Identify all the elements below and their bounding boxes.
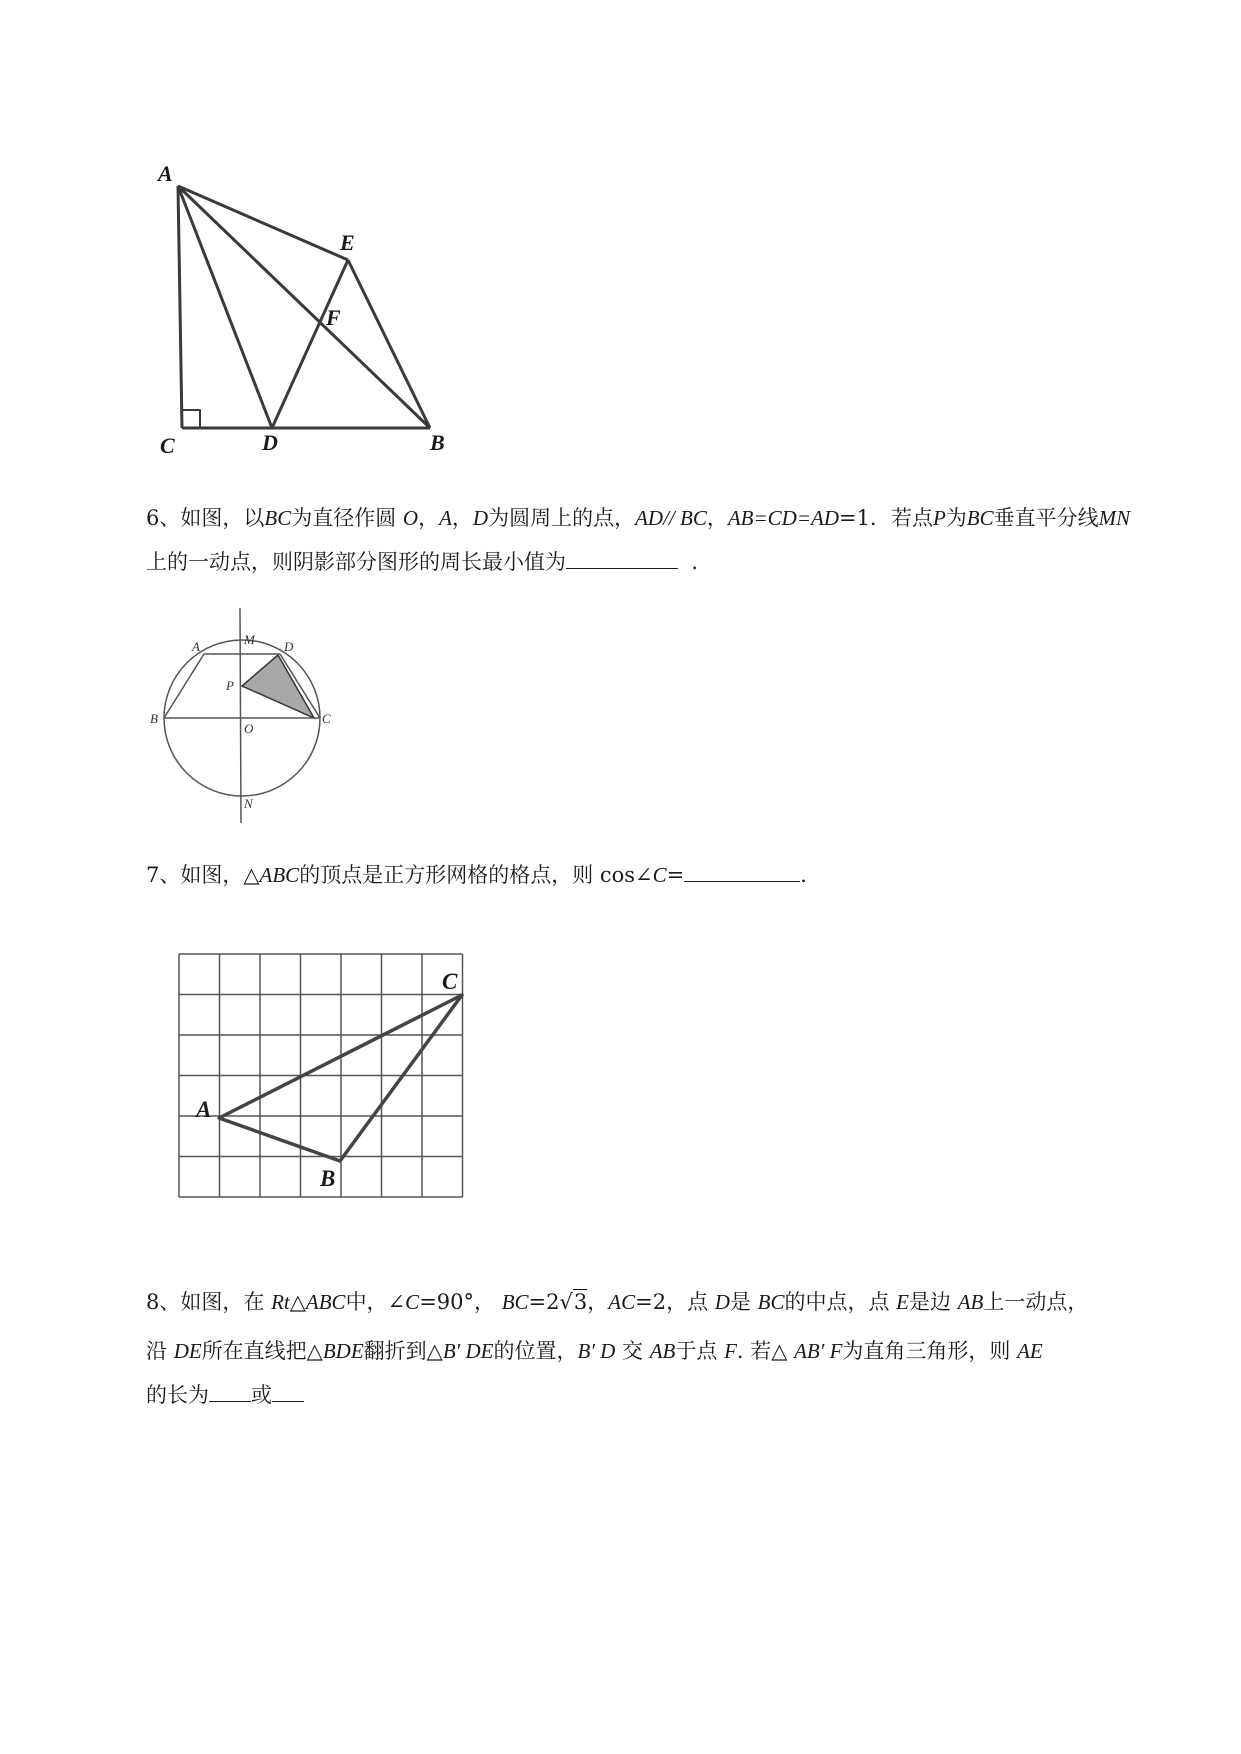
question-8-line-2: 沿 DE所在直线把△BDE翻折到△B′ DE的位置，B′ D 交 AB于点 F. 若△ AB′ F为直角三角形，则 AE bbox=[146, 1339, 1043, 1363]
question-8-line-1: 8、如图，在 Rt△ABC中，∠C=90°， BC=2√3，AC=2，点 D是 BC的中点，点 E是边 AB上一动点， bbox=[146, 1275, 1156, 1329]
label-a: A bbox=[158, 161, 173, 186]
figure-5-diagram bbox=[150, 150, 450, 460]
shaded-region bbox=[242, 655, 314, 718]
label-o: O bbox=[244, 721, 254, 736]
answer-blank-1[interactable] bbox=[209, 1381, 251, 1402]
question-8-line-3: 的长为 或 bbox=[146, 1373, 1156, 1417]
segment-eb bbox=[348, 260, 430, 428]
answer-blank[interactable] bbox=[684, 861, 800, 882]
question-7: 7、如图，△ABC的顶点是正方形网格的格点，则 cos∠C= ． bbox=[146, 863, 822, 887]
label-d: D bbox=[284, 639, 294, 654]
label-c: C bbox=[160, 433, 175, 458]
figure-6-diagram bbox=[140, 605, 380, 830]
right-angle-mark bbox=[182, 410, 200, 428]
sqrt-symbol: √3 bbox=[559, 1290, 588, 1314]
label-n: N bbox=[244, 796, 253, 811]
figure-7-grid-diagram bbox=[170, 945, 470, 1210]
segment-ac bbox=[178, 186, 182, 428]
line-mn bbox=[240, 608, 241, 823]
label-a: A bbox=[196, 1097, 212, 1122]
label-p: P bbox=[226, 678, 234, 693]
label-b: B bbox=[150, 711, 158, 726]
question-6-line-1: 6、如图，以BC为直径作圆 O，A，D为圆周上的点，AD// BC，AB=CD=AD=1．若点P为BC垂直平分线MN bbox=[146, 506, 1131, 530]
segment-ab bbox=[178, 186, 430, 428]
question-6-line-2: 上的一动点，则阴影部分图形的周长最小值为 ． bbox=[146, 550, 713, 574]
label-b: B bbox=[430, 430, 445, 455]
chord-ab bbox=[164, 654, 204, 718]
label-c: C bbox=[322, 711, 331, 726]
label-m: M bbox=[244, 632, 255, 647]
label-b: B bbox=[320, 1166, 336, 1191]
label-c: C bbox=[442, 969, 458, 994]
label-a: A bbox=[192, 639, 200, 654]
question-8 bbox=[146, 1275, 1156, 1417]
question-6 bbox=[146, 496, 1156, 584]
label-f: F bbox=[326, 305, 341, 330]
answer-blank[interactable] bbox=[566, 548, 678, 569]
answer-blank-2[interactable] bbox=[272, 1381, 304, 1402]
label-d: D bbox=[262, 430, 278, 455]
label-e: E bbox=[340, 230, 355, 255]
square-grid bbox=[179, 954, 463, 1197]
